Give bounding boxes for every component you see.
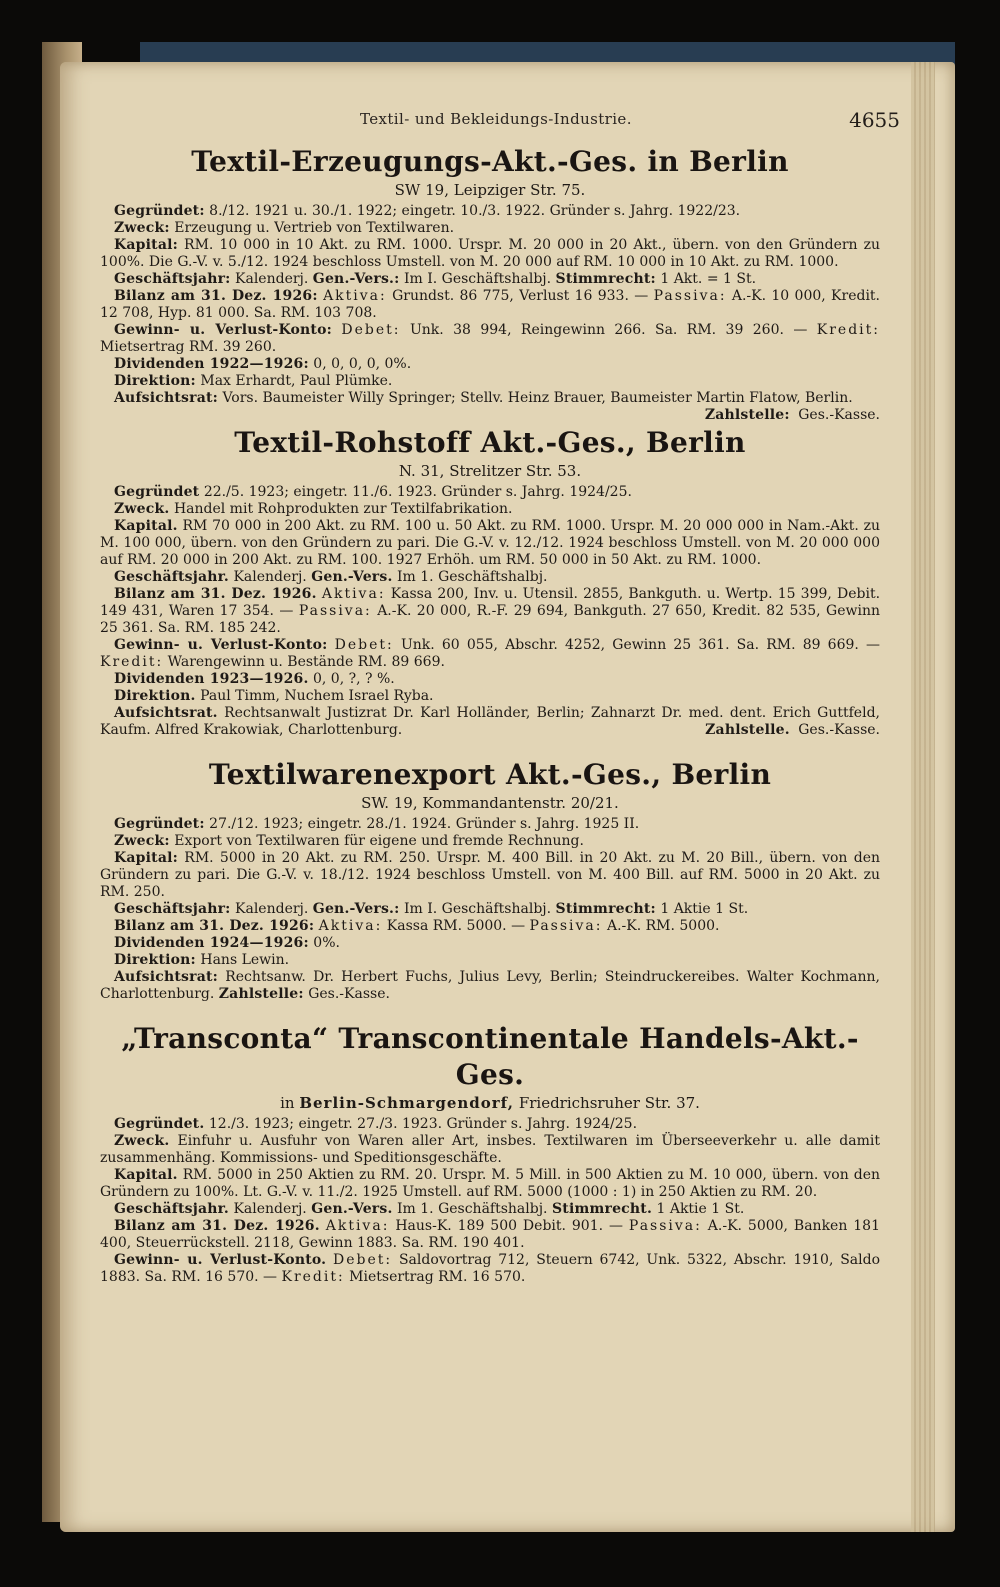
- company-address: [100, 793, 880, 813]
- entry-text: A.-K. 20 000, R.-F. 29 694, Bankguth. 27 650, Kredit. 82 535, Gewinn 25 361. Sa. RM. 185 242.: [100, 603, 880, 636]
- entry-label: Aufsichtsrat.: [114, 705, 218, 721]
- entry-text: Export von Textilwaren für eigene und fremde Rechnung.: [174, 833, 584, 849]
- entry-paragraph: [100, 288, 880, 322]
- payment-office: [691, 722, 880, 739]
- entry-label: Kapital:: [114, 237, 178, 253]
- payment-office: [219, 986, 390, 1002]
- entry-spaced-label: Kredit:: [100, 654, 164, 670]
- entry-label: Kapital.: [114, 1167, 178, 1183]
- entry-label: Gegründet:: [114, 816, 205, 832]
- entry-text: Handel mit Rohprodukten zur Textilfabrikation.: [173, 501, 513, 517]
- company-location: in Berlin: [647, 145, 789, 178]
- entry-paragraph: [100, 918, 880, 935]
- entry-text: 0, 0, ?, ? %.: [313, 671, 395, 687]
- entry-label: Direktion.: [114, 688, 196, 704]
- entry-text: Hans Lewin.: [200, 952, 290, 968]
- entry-text: Paul Timm, Nuchem Israel Ryba.: [200, 688, 434, 704]
- entry-paragraph: [100, 569, 880, 586]
- entry-label: Kapital.: [114, 518, 178, 534]
- entry-label: Dividenden 1922—1926:: [114, 356, 309, 372]
- entry-spaced-label: Aktiva:: [325, 1218, 390, 1234]
- company-title: [100, 1021, 880, 1093]
- address-street: SW 19, Leipziger Str. 75.: [394, 181, 586, 199]
- entry-text: Kalenderj.: [233, 1201, 307, 1217]
- company-name: Textil-Rohstoff Akt.-Ges.,: [234, 426, 636, 459]
- entry-label: Bilanz am 31. Dez. 1926.: [114, 586, 317, 602]
- entry-paragraph: [100, 637, 880, 671]
- entry-label: Gen.-Vers.: [311, 1201, 393, 1217]
- entry-paragraph: [100, 901, 880, 918]
- entry-label: Gen.-Vers.:: [312, 901, 400, 917]
- entry-text: Unk. 60 055, Abschr. 4252, Gewinn 25 361. Sa. RM. 89 669. —: [400, 637, 881, 653]
- entry-label: Zweck:: [114, 833, 170, 849]
- entry-paragraph: [100, 1252, 880, 1286]
- company-location: Berlin: [671, 758, 772, 791]
- entry-text: RM. 10 000 in 10 Akt. zu RM. 1000. Urspr. M. 20 000 in 20 Akt., übern. von den Gründern zu 100%. Die G.-V. v. 5./12. 1924 beschloss Umstell. von M. 20 000 auf RM. 10 000 in 10 Akt. zu RM. 1000.: [100, 237, 881, 270]
- entry-text: RM 70 000 in 200 Akt. zu RM. 100 u. 50 Akt. zu RM. 1000. Urspr. M. 20 000 000 in Nam.-Akt. zu M. 100 000, übern. von den Gründern zu pari. Die G.-V. v. 12./12. 1924 beschloss Umstell. von M. 20 000 000 auf RM. 20 000 in 200 Akt. zu RM. 100. 1927 Erhöh. um RM. 50 000 in 50 Akt. zu RM. 1000.: [100, 518, 880, 568]
- entry-text: 12./3. 1923; eingetr. 27./3. 1923. Gründer s. Jahrg. 1924/25.: [208, 1116, 638, 1132]
- payment-office-value: Ges.-Kasse.: [798, 407, 880, 423]
- entry-text: Kassa RM. 5000. —: [386, 918, 526, 934]
- entry-spaced-label: Kredit:: [816, 322, 880, 338]
- company-entry: [100, 144, 881, 423]
- entry-label: Bilanz am 31. Dez. 1926:: [114, 918, 315, 934]
- entry-text: Im I. Geschäftshalbj.: [403, 271, 552, 287]
- entry-paragraph: [100, 1218, 880, 1252]
- entry-label: Gen.-Vers.: [311, 569, 393, 585]
- entry-paragraph: [100, 356, 880, 373]
- entry-text: Im 1. Geschäftshalbj.: [397, 569, 548, 585]
- entry-label: Gewinn- u. Verlust-Konto.: [114, 1252, 327, 1268]
- entry-spaced-label: Kredit:: [281, 1269, 345, 1285]
- page-number: 4655: [849, 108, 900, 132]
- entry-text: Kalenderj.: [235, 901, 309, 917]
- entry-text: Saldovortrag 712, Steuern 6742, Unk. 5322, Abschr. 1910, Saldo 1883. Sa. RM. 16 570. —: [100, 1252, 881, 1285]
- entry-text: 22./5. 1923; eingetr. 11./6. 1923. Gründer s. Jahrg. 1924/25.: [203, 484, 632, 500]
- entry-text: RM. 5000 in 250 Aktien zu RM. 20. Urspr. M. 5 Mill. in 500 Aktien zu M. 10 000, übern. von den Gründern zu 100%. Lt. G.-V. v. 11./2. 1925 Umstell. auf RM. 5000 (1000 : 1) in 250 Aktien zu RM. 20.: [100, 1167, 880, 1200]
- entry-spaced-label: Debet:: [333, 1252, 393, 1268]
- entry-spaced-label: Aktiva:: [323, 288, 387, 304]
- entry-paragraph: [100, 705, 880, 739]
- entry-text: Im 1. Geschäftshalbj.: [397, 1201, 548, 1217]
- page-stack-edge: [911, 62, 935, 1532]
- entry-label: Gewinn- u. Verlust-Konto:: [114, 322, 332, 338]
- entry-text: Unk. 38 994, Reingewinn 266. Sa. RM. 39 260. —: [409, 322, 808, 338]
- entry-label: Zweck.: [114, 1133, 170, 1149]
- payment-office-label: Zahlstelle:: [218, 986, 304, 1002]
- address-city: Berlin-Schmargendorf,: [299, 1094, 515, 1112]
- entry-paragraph: [100, 586, 880, 637]
- entry-label: Zweck.: [114, 501, 170, 517]
- entry-spaced-label: Passiva:: [653, 288, 727, 304]
- book-page: [60, 62, 955, 1532]
- entry-label: Gewinn- u. Verlust-Konto:: [114, 637, 328, 653]
- entry-text: Mietsertrag RM. 16 570.: [349, 1269, 526, 1285]
- company-title: [100, 757, 880, 793]
- entry-spaced-label: Passiva:: [628, 1218, 702, 1234]
- entry-text: A.-K. 10 000, Kredit. 12 708, Hyp. 81 000. Sa. RM. 103 708.: [100, 288, 880, 321]
- entry-paragraph: [100, 1201, 880, 1218]
- entry-text: A.-K. 5000, Banken 181 400, Steuerrückstell. 2118, Gewinn 1883. Sa. RM. 190 401.: [100, 1218, 880, 1251]
- entry-text: Mietsertrag RM. 39 260.: [100, 339, 277, 355]
- entry-paragraph: [100, 1133, 880, 1167]
- entry-spaced-label: Debet:: [341, 322, 401, 338]
- entry-label: Aufsichtsrat:: [114, 390, 218, 406]
- entry-label: Zweck:: [114, 220, 170, 236]
- company-name: „Transconta“ Transcontinentale Handels-Akt.-Ges.: [121, 1022, 859, 1091]
- entry-spaced-label: Passiva:: [298, 603, 372, 619]
- company-name: Textil-Erzeugungs-Akt.-Ges.: [191, 145, 638, 178]
- entry-text: RM. 5000 in 20 Akt. zu RM. 250. Urspr. M. 400 Bill. in 20 Akt. zu M. 20 Bill., übern. von den Gründern zu pari. Die G.-V. v. 18./12. 1924 beschloss Umstell. von M. 400 Bill. auf RM. 5000 in 20 Akt. zu RM. 250.: [100, 850, 880, 900]
- entry-text: Einfuhr u. Ausfuhr von Waren aller Art, insbes. Textilwaren im Überseeverkehr u. alle damit zusammenhäng. Kommissions- und Speditionsgeschäfte.: [100, 1133, 880, 1166]
- entry-label: Dividenden 1924—1926:: [114, 935, 309, 951]
- payment-office-label: Zahlstelle.: [705, 722, 790, 738]
- entry-text: Kalenderj.: [235, 271, 309, 287]
- entry-label: Bilanz am 31. Dez. 1926:: [114, 288, 318, 304]
- entry-paragraph: [100, 501, 880, 518]
- company-title: [100, 425, 880, 461]
- entry-label: Direktion:: [114, 373, 196, 389]
- entry-text: Rechtsanw. Dr. Herbert Fuchs, Julius Levy, Berlin; Steindruckereibes. Walter Kochmann, Charlottenburg.: [100, 969, 880, 1002]
- entry-label: Bilanz am 31. Dez. 1926.: [114, 1218, 320, 1234]
- payment-office-value: Ges.-Kasse.: [308, 986, 390, 1002]
- entry-text: Vors. Baumeister Willy Springer; Stellv. Heinz Brauer, Baumeister Martin Flatow, Berlin.: [222, 390, 853, 406]
- entry-paragraph: [100, 390, 880, 423]
- entry-text: Erzeugung u. Vertrieb von Textilwaren.: [174, 220, 455, 236]
- entry-label: Geschäftsjahr:: [114, 901, 231, 917]
- entry-text: Rechtsanwalt Justizrat Dr. Karl Holländer, Berlin; Zahnarzt Dr. med. dent. Erich Guttfeld, Kaufm. Alfred Krakowiak, Charlottenburg.: [100, 705, 880, 738]
- company-entry: [100, 425, 880, 739]
- entry-paragraph: [100, 850, 880, 901]
- entry-label: Geschäftsjahr:: [114, 271, 231, 287]
- entry-text: A.-K. RM. 5000.: [606, 918, 720, 934]
- entry-paragraph: [100, 671, 880, 688]
- running-title: Textil- und Bekleidungs-Industrie.: [360, 110, 632, 128]
- address-street: N. 31, Strelitzer Str. 53.: [398, 462, 582, 480]
- entry-label: Gegründet.: [114, 1116, 205, 1132]
- entry-paragraph: [100, 969, 880, 1003]
- entry-label: Gegründet:: [114, 203, 205, 219]
- entry-spaced-label: Aktiva:: [318, 918, 383, 934]
- entry-label: Direktion:: [114, 952, 196, 968]
- company-entry: [100, 1021, 880, 1286]
- entry-paragraph: [100, 952, 880, 969]
- entry-paragraph: [100, 833, 880, 850]
- address-street: SW. 19, Kommandantenstr. 20/21.: [361, 794, 619, 812]
- page-header: [300, 104, 900, 134]
- entry-paragraph: [100, 816, 880, 833]
- entry-text: Warengewinn u. Bestände RM. 89 669.: [167, 654, 445, 670]
- entry-label: Stimmrecht:: [555, 271, 656, 287]
- entry-paragraph: [100, 1167, 880, 1201]
- entry-text: Grundst. 86 775, Verlust 16 933. —: [392, 288, 649, 304]
- entry-paragraph: [100, 203, 880, 220]
- entry-label: Stimmrecht.: [551, 1201, 653, 1217]
- entry-paragraph: [100, 1116, 880, 1133]
- entry-paragraph: [100, 237, 880, 271]
- entry-paragraph: [100, 373, 880, 390]
- entry-paragraph: [100, 484, 880, 501]
- payment-office-label: Zahlstelle:: [704, 407, 790, 423]
- entry-paragraph: [100, 220, 880, 237]
- entry-text: Kassa 200, Inv. u. Utensil. 2855, Bankguth. u. Wertp. 15 399, Debit. 149 431, Waren 17 354. —: [100, 586, 881, 619]
- payment-office: [691, 407, 880, 424]
- entry-label: Gegründet: [114, 484, 200, 500]
- company-title: [100, 144, 880, 180]
- entry-paragraph: [100, 935, 880, 952]
- entry-text: Max Erhardt, Paul Plümke.: [200, 373, 393, 389]
- company-address: [100, 461, 880, 481]
- entry-label: Geschäftsjahr.: [114, 1201, 229, 1217]
- entry-spaced-label: Debet:: [334, 637, 394, 653]
- company-location: Berlin: [646, 426, 746, 459]
- company-entry: [100, 757, 880, 1003]
- address-street: Friedrichsruher Str. 37.: [518, 1094, 700, 1112]
- entry-spaced-label: Passiva:: [529, 918, 603, 934]
- entry-paragraph: [100, 322, 880, 356]
- address-prefix: in: [280, 1094, 295, 1112]
- payment-office-value: Ges.-Kasse.: [798, 722, 880, 738]
- company-address: [100, 180, 880, 200]
- entry-spaced-label: Aktiva:: [321, 586, 386, 602]
- entry-paragraph: [100, 688, 880, 705]
- entry-label: Stimmrecht:: [555, 901, 656, 917]
- entry-paragraph: [100, 518, 880, 569]
- entry-text: 1 Akt. = 1 St.: [660, 271, 757, 287]
- page-content: [100, 144, 880, 1304]
- entry-label: Gen.-Vers.:: [312, 271, 400, 287]
- entry-text: 1 Aktie 1 St.: [660, 901, 749, 917]
- entry-text: Im I. Geschäftshalbj.: [403, 901, 552, 917]
- entry-label: Geschäftsjahr.: [114, 569, 229, 585]
- company-name: Textilwarenexport Akt.-Ges.,: [208, 758, 662, 791]
- entry-text: 1 Aktie 1 St.: [656, 1201, 745, 1217]
- entry-text: 27./12. 1923; eingetr. 28./1. 1924. Gründer s. Jahrg. 1925 II.: [209, 816, 640, 832]
- entry-text: Haus-K. 189 500 Debit. 901. —: [395, 1218, 623, 1234]
- entry-paragraph: [100, 271, 880, 288]
- entry-text: 0, 0, 0, 0, 0%.: [313, 356, 412, 372]
- entry-text: 0%.: [313, 935, 340, 951]
- entry-label: Dividenden 1923—1926.: [114, 671, 309, 687]
- entry-label: Aufsichtsrat:: [114, 969, 218, 985]
- entry-text: 8./12. 1921 u. 30./1. 1922; eingetr. 10./3. 1922. Gründer s. Jahrg. 1922/23.: [209, 203, 741, 219]
- entry-label: Kapital:: [114, 850, 178, 866]
- entry-text: Kalenderj.: [233, 569, 307, 585]
- company-address: [100, 1093, 880, 1113]
